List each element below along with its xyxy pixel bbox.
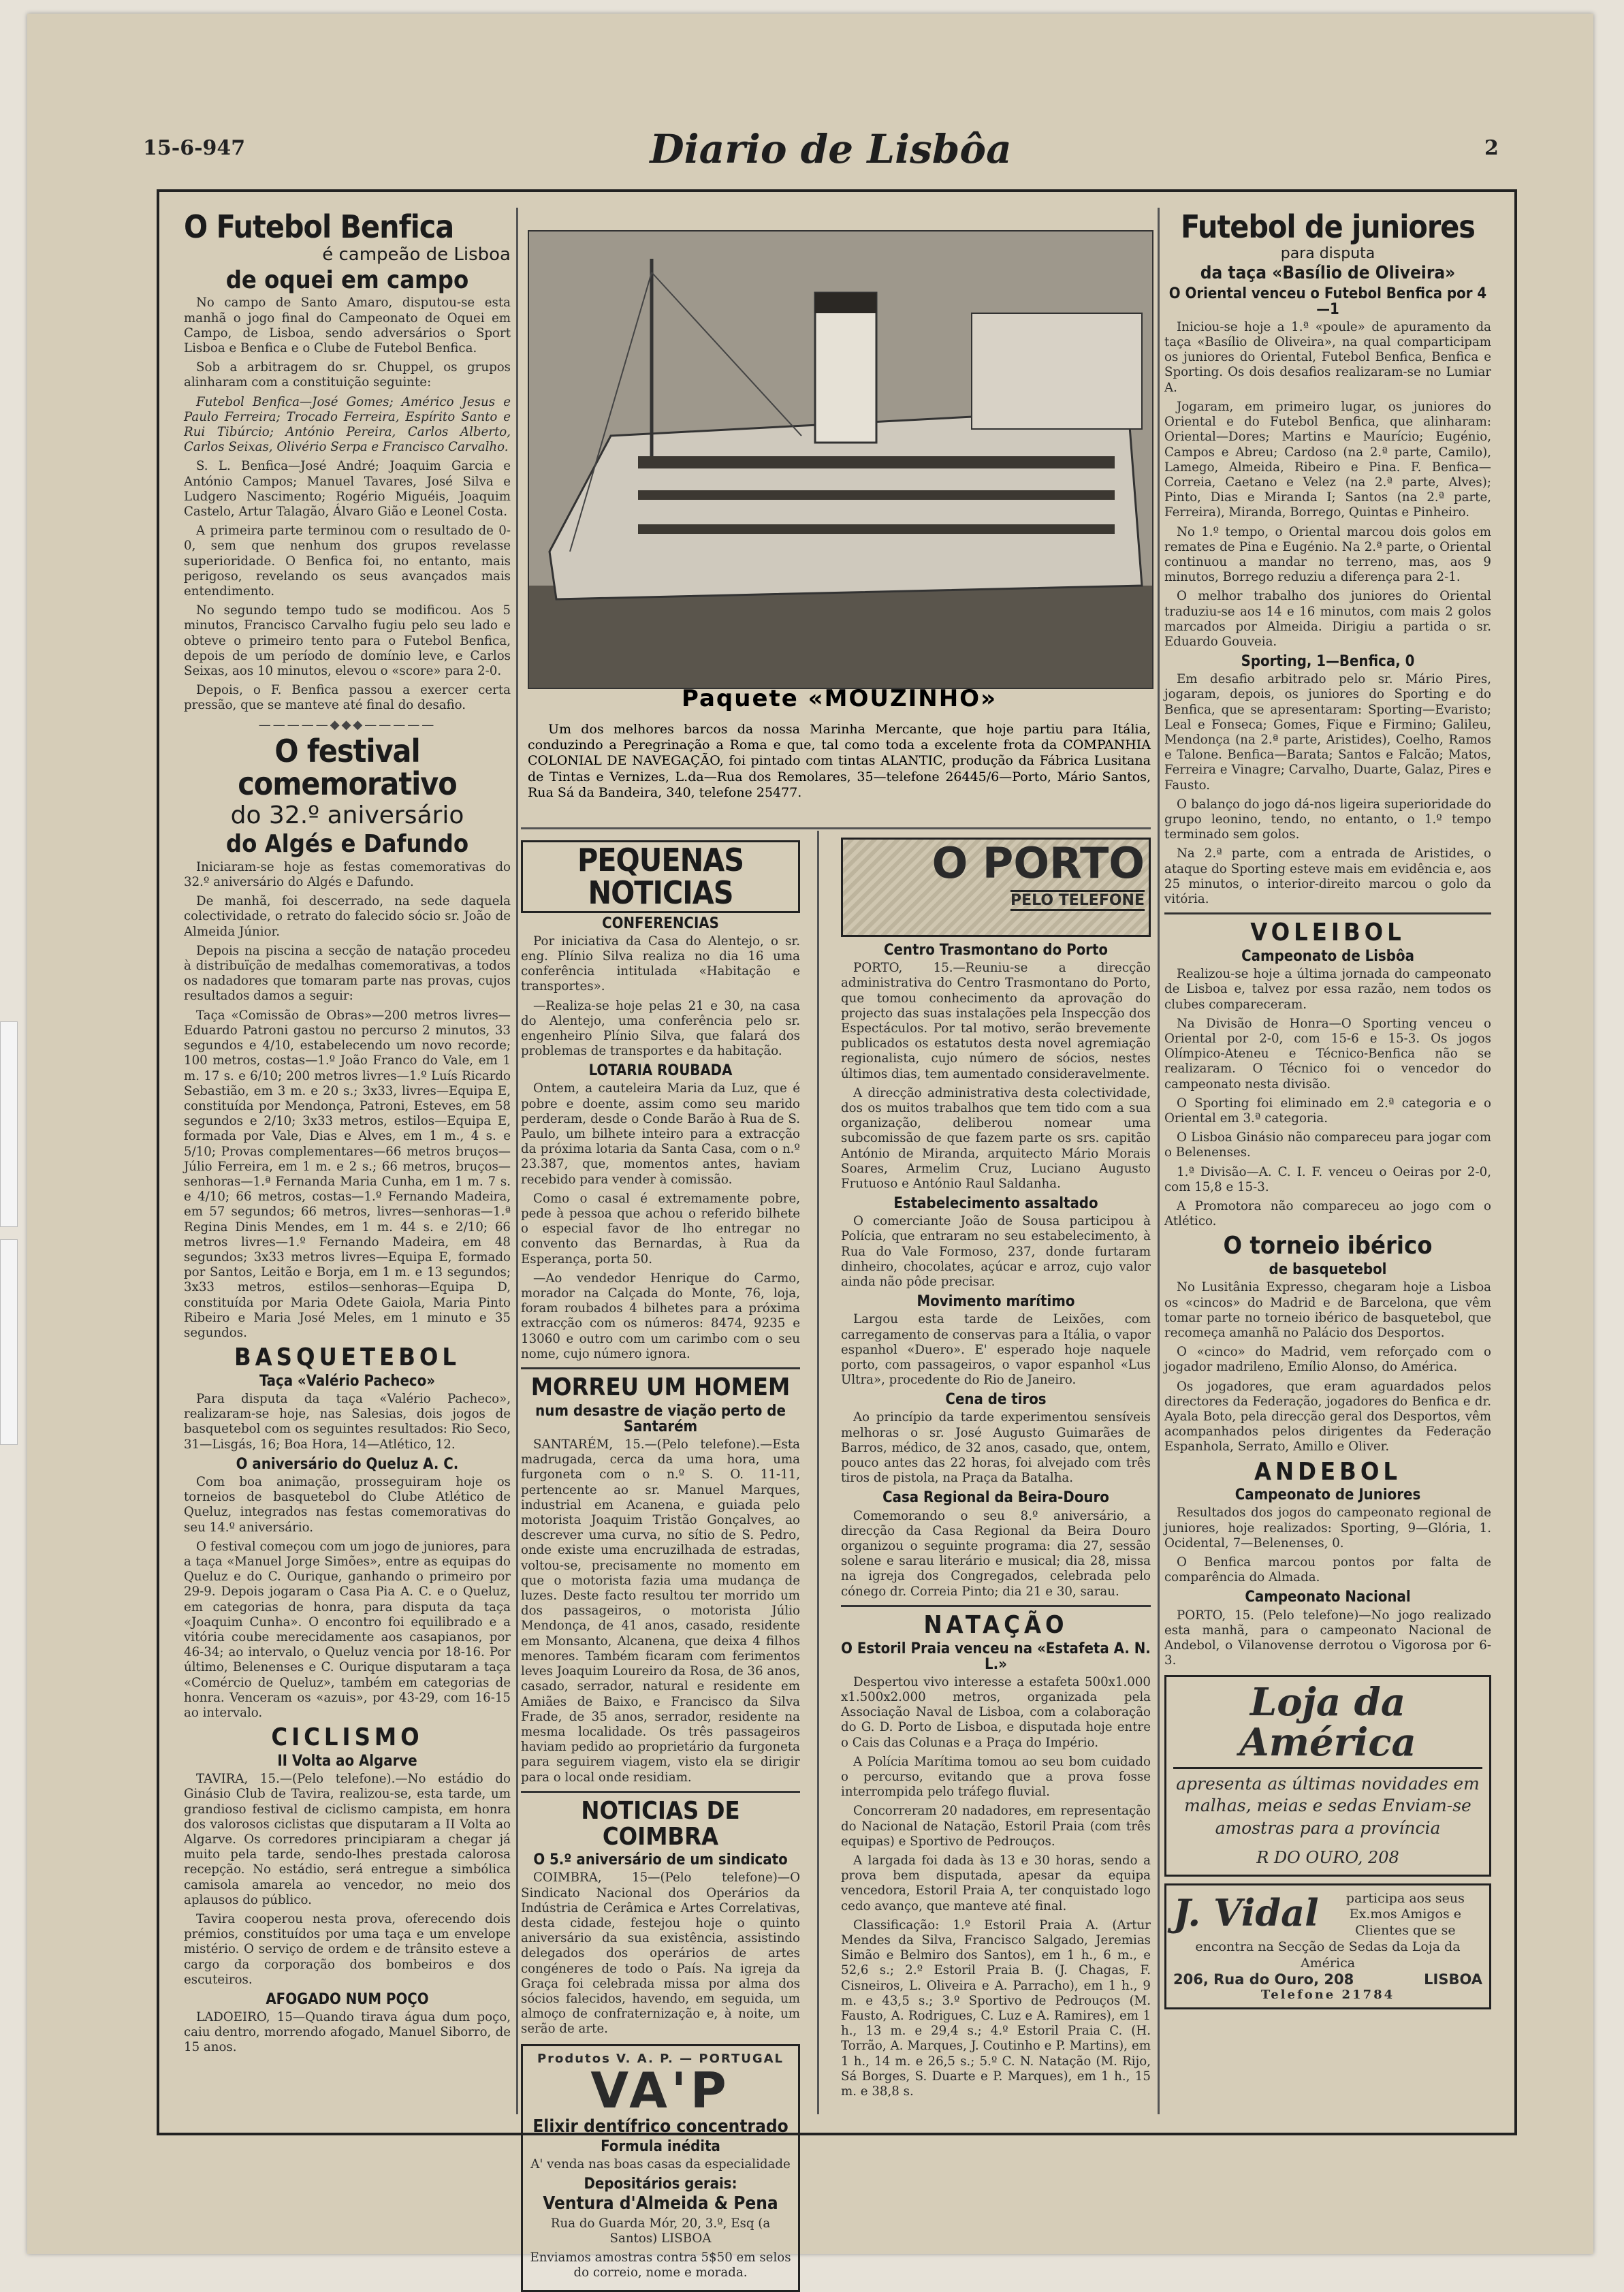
article-subtitle: de oquei em campo [225, 266, 469, 294]
article-title: O Futebol Benfica [184, 208, 454, 245]
paragraph: Na 2.ª parte, com a entrada de Aristides, o ataque do Sporting esteve mais em evidência e, aos 25 minutos, o interior-direito marcou o golo da vitória. [1164, 846, 1491, 907]
ornament-divider: —————◆◆◆————— [258, 717, 436, 732]
paragraph: No campo de Santo Amaro, disputou-se esta manhã o jogo final do Campeonato de Oquei em Campo, de Lisboa, sendo adversários o Sport Lisboa e Benfica e o Clube de Futebol Benfica. [184, 296, 511, 355]
article-title: Casa Regional da Beira-Douro [882, 1489, 1109, 1507]
ad-title: Loja da América [1239, 1680, 1416, 1766]
ad-telephone: Telefone 21784 [1260, 1988, 1395, 2003]
ad-text: participa aos seus Ex.mos Amigos e Clientes que se encontra na Secção de Sedas da Loja da América [1195, 1890, 1465, 1971]
divider [521, 1367, 800, 1369]
column-rule [1158, 208, 1160, 2114]
article-subtitle: do Algés e Dafundo [225, 830, 469, 859]
paragraph: Resultados dos jogos do campeonato regional de juniores, hoje realizados: Sporting, 9—Glória, 1. Ocidental, 7—Belenenses, 0. [1164, 1506, 1491, 1550]
column-right [1164, 208, 1491, 2114]
ad-city: LISBOA [1424, 1971, 1482, 1988]
vap-logo: VA'P [590, 2061, 731, 2119]
ship-photo [528, 230, 1153, 689]
ad-footer [1173, 1971, 1482, 1988]
photo-caption-text: Um dos melhores barcos da nossa Marinha Mercante, que hoje partiu para Itália, conduzindo a Peregrinação a Roma e que, tal como toda a excelente frota da COMPANHIA COLONIAL DE NAVEGAÇÃO, foi pintado com tintas ALANTIC, produção da Fábrica Lusitana de Tintas e Vernizes, L.da—Rua dos Remolares, 35—telefone 26445/6—Porto, Mário Santos, Rua Sá da Bandeira, 340, telefone 25477. [528, 722, 1151, 800]
article-title: CONFERENCIAS [602, 914, 719, 932]
paragraph: Realizou-se hoje a última jornada do campeonato de Lisboa e, talvez por essa razão, nem todos os clubes compareceram. [1164, 967, 1491, 1012]
paragraph: Taça «Comissão de Obras»—200 metros livres—Eduardo Patroni gastou no percurso 2 minutos, 33 segundos e 4/10, estabelecendo um novo recorde; 100 metros, costas—1.º João Franco do Vale, em 1 m. 17 s. e 6/10; 200 metros livres—1.º Luís Ricardo Sebastião, em 3 m. e 20 s.; 3x33, livres—Equipa E, constituída por Mendonça, Patroni, Esteves, em 58 segundos e 2/10; 3x33 metros, estilos—Equipa E, formada por Vale, Dias e Alves, em 1 m., 4 s. e 5/10; Provas complementares—66 metros bruços—Júlio Ferreira, em 1 m. e 2 s.; 66 metros, bruços—senhoras—1.ª Fernanda Maria Cunha, em 1 m. 7 s. e 4/10; 66 metros, costas—1.º Fernando Madeira, em 57 segundos; 66 metros, livres—senhoras—1.ª Regina Dinis Mendes, em 1 m. 44 s. e 2/10; 66 metros livres—1.º Fernando Madeira, em 48 segundos; 3x33 metros livres—Equipa E, formado por Santos, Leitão e Borja, em 1 m. e 13 segundos; 3x33 metros, estilos—senhoras—Equipa D, constituída por Maria Odete Gaiola, Maria Pinto Ribeiro e Maria José Meles, em 1 minuto e 35 segundos. [184, 1008, 511, 1340]
article-subtitle: é campeão de Lisboa [322, 244, 511, 266]
section-title: BASQUETEBOL [234, 1343, 461, 1372]
paragraph: O Lisboa Ginásio não compareceu para jogar com o Belenenses. [1164, 1130, 1491, 1160]
paragraph: Sob a arbitragem do sr. Chuppel, os grupos alinharam com a constituição seguinte: [184, 360, 511, 390]
paragraph: A Promotora não compareceu ao jogo com o Atlético. [1164, 1199, 1491, 1229]
ad-header: Produtos V. A. P. — PORTUGAL [537, 2051, 784, 2066]
paragraph: Para disputa da taça «Valério Pacheco», realizaram-se hoje, nas Salesias, dois jogos de basquetebol com os seguintes resultados: Rio Seco, 31—Lisgás, 16; Boa Hora, 14—Atlético, 12. [184, 1392, 511, 1452]
paragraph: PORTO, 15.—Reuniu-se a direcção administrativa do Centro Trasmontano do Porto, que tomou conhecimento da aprovação do projecto das suas instalações pela Inspecção dos Espectáculos. Por tal motivo, serão brevemente publicados os estatutos desta novel agremiação regionalista, cujo número de sócios, nestes últimos dias, tem aumentado consideravelmente. [841, 961, 1151, 1081]
article-subtitle: O 5.º aniversário de um sindicato [533, 1851, 788, 1869]
masthead: Diario de Lisbôa [650, 126, 1012, 172]
ruler-strip-bottom [0, 1239, 18, 1445]
article-subtitle: Campeonato de Lisbôa [1241, 948, 1414, 966]
paragraph: No Lusitânia Expresso, chegaram hoje a Lisboa os «cincos» do Madrid e de Barcelona, que vêm tomar parte no torneio ibérico de basquetebol, que recomeça amanhã no Palácio dos Desportos. [1164, 1280, 1491, 1340]
article-title: AFOGADO NUM POÇO [266, 1990, 429, 2008]
article-subtitle: O Estoril Praia venceu na «Estafeta A. N. L.» [841, 1640, 1151, 1673]
section-title: NATAÇÃO [923, 1610, 1068, 1639]
article-subtitle: do 32.º aniversário [230, 801, 464, 830]
article-title: Centro Trasmontano do Porto [883, 942, 1109, 959]
paragraph: A Polícia Marítima tomou ao seu bom cuidado o percurso, evitando que a prova fosse interrompida pelo tráfego fluvial. [841, 1754, 1151, 1800]
paragraph: Largou esta tarde de Leixões, com carregamento de conservas para a Itália, o vapor espanhol «Duero». E' esperado hoje naquele porto, com passageiros, o vapor espanhol «Lus Ultra», procedente do Rio de Janeiro. [841, 1312, 1151, 1388]
paragraph: No 1.º tempo, o Oriental marcou dois golos em remates de Pina e Eugénio. Na 2.ª parte, o Oriental continuou a mandar no terreno, mas, aos 9 minutos, Borrego reduziu a diferença para 2-1. [1164, 524, 1491, 585]
section-title: CICLISMO [271, 1723, 424, 1752]
paragraph: 1.ª Divisão—A. C. I. F. venceu o Oeiras por 2-0, com 15,8 e 15-3. [1164, 1164, 1491, 1194]
paragraph: O balanço do jogo dá-nos ligeira superioridade do grupo leonino, tendo, no entanto, o 1.º tempo terminado sem golos. [1164, 797, 1491, 842]
photo-caption-title: Paquete «MOUZINHO» [681, 685, 998, 712]
article-title: Estabelecimento assaltado [893, 1195, 1098, 1213]
horizontal-rule [521, 827, 1151, 829]
article-subtitle: num desastre de viação perto de Santarém [535, 1402, 786, 1435]
paragraph: A primeira parte terminou com o resultado de 0-0, sem que nenhum dos grupos revelasse superioridade. O Benfica foi, no entanto, mais perigoso, revelando os seus avançados mais entendimento. [184, 524, 511, 599]
newspaper-page [27, 14, 1593, 2280]
ad-line: Depositários gerais: [584, 2176, 737, 2193]
article-subtitle: Campeonato Nacional [1245, 1589, 1411, 1606]
paragraph: Como o casal é extremamente pobre, pede à pessoa que achou o referido bilhete o especial favor de lho entregar no convento das Bernardas, à Rua da Esperança, porta 50. [521, 1191, 800, 1267]
article-title: O torneio ibérico [1223, 1232, 1433, 1260]
paragraph: Os jogadores, que eram aguardados pelos directores da Federação, jogadores do Benfica e dr. Ayala Boto, pela direcção geral dos Desportos, vêm acompanhados pelos dirigentes da Federação Espanhola, Serrato, Amillo e Oliver. [1164, 1379, 1491, 1454]
paragraph: O Sporting foi eliminado em 2.ª categoria e o Oriental em 3.ª categoria. [1164, 1096, 1491, 1126]
paragraph: PORTO, 15. (Pelo telefone)—No jogo realizado esta manhã, para o campeonato Nacional de Andebol, o Vilanovense derrotou o Vigorosa por 6-3. [1164, 1608, 1491, 1668]
paragraph: Com boa animação, prosseguiram hoje os torneios de basquetebol do Clube Atlético de Queluz, integrados nas festas comemorativas do seu 14.º aniversário. [184, 1474, 511, 1535]
column-rule [817, 831, 819, 2114]
paragraph: COIMBRA, 15—(Pelo telefone)—O Sindicato Nacional dos Operários da Indústria de Cerâmica e Artes Correlativas, desta cidade, festejou hoje o quinto aniversário da sua existência, assistindo delegados dos operários de artes congéneres de todo o País. Na igreja da Graça foi celebrada missa por alma dos sócios falecidos, havendo, em seguida, um almoço de confraternização e, à noite, um serão de arte. [521, 1871, 800, 2037]
paragraph: De manhã, foi descerrado, na sede daquela colectividade, o retrato do falecido sócio sr. João de Almeida Júnior. [184, 894, 511, 939]
column-rule [516, 208, 518, 2114]
article-subtitle: para disputa [1280, 245, 1375, 263]
paragraph: Classificação: 1.º Estoril Praia A. (Artur Mendes da Silva, Francisco Salgado, Jeremias Simão e Belmiro dos Santos), em 1 h., 6 m., e 52,6 s.; 2.º Estoril Praia B. (J. Chagas, F. Cisneiros, L. Oliveira e A. Parracho), em 1 h., 9 m. e 43,5 s.; 3.º Sportivo de Pedrouços (M. Fausto, A. Rodrigues, C. Luz e A. Ramires), em 1 h., 13 m. e 29,4 s.; 4.º Estoril Praia C. (H. Torrão, A. Marques, J. Coutinho e P. Martins), em 1 h., 14 m. e 26,5 s.; 5.º C. N. Natação (M. Rijo, Sá Borges, S. Duarte e P. Marques), em 1 h., 15 m. e 38,8 s. [841, 1917, 1151, 2099]
section-title: VOLEIBOL [1250, 919, 1405, 947]
paragraph: O comerciante João de Sousa participou à Polícia, que entraram no seu estabelecimento, à Rua do Vale Formoso, 237, donde furtaram dinheiro, chocolates, açúcar e arroz, cujo valor ainda não pôde precisar. [841, 1214, 1151, 1290]
paragraph: A largada foi dada às 13 e 30 horas, sendo a prova bem disputada, apesar da equipa vencedora, Estoril Praia A, ter conquistado logo cedo avanço, que manteve até final. [841, 1853, 1151, 1913]
paragraph: No segundo tempo tudo se modificou. Aos 5 minutos, Francisco Carvalho fugiu pelo seu lado e obteve o primeiro tento para o Futebol Benfica, depois de um período de domínio leve, e Carlos Seixas, aos 10 minutos, elevou o «score» para 2-0. [184, 603, 511, 679]
paragraph: Na Divisão de Honra—O Sporting venceu o Oriental por 2-0, com 15-6 e 15-3. Os jogos Olímpico-Ateneu e Técnico-Benfica não se realizaram. O Técnico foi o vencedor do campeonato nesta divisão. [1164, 1016, 1491, 1092]
article-title: LOTARIA ROUBADA [588, 1062, 733, 1080]
article-subtitle: Campeonato de Juniores [1235, 1486, 1421, 1504]
banner-subtitle: PELO TELEFONE [1010, 890, 1145, 911]
loja-america-advertisement [1164, 1675, 1491, 1876]
ad-line: A' venda nas boas casas da especialidade [530, 2157, 791, 2172]
paragraph: Iniciou-se hoje a 1.ª «poule» de apuramento da taça «Basílio de Oliveira», na qual comparticipam os juniores do Oriental, Futebol Benfica, Benfica e Sporting. Os dois desafios realizaram-se no Lumiar A. [1164, 319, 1491, 395]
paragraph: Por iniciativa da Casa do Alentejo, o sr. eng. Plínio Silva realiza no dia 16 uma conferência intitulada «Habitação e transportes». [521, 934, 800, 994]
porto-banner [841, 838, 1151, 937]
page-number: 2 [1484, 136, 1499, 160]
paragraph: —Ao vendedor Henrique do Carmo, morador na Calçada do Monte, 76, loja, foram roubados 4 bilhetes para a próxima extracção com os números: 8474, 9235 e 13060 e outro com um carimbo com o seu nome, cujo número ignora. [521, 1271, 800, 1361]
article-title: Cena de tiros [945, 1391, 1047, 1409]
paragraph: Futebol Benfica—José Gomes; Américo Jesus e Paulo Ferreira; Trocado Ferreira, Espírito Santo e Rui Tibúrcio; António Pereira, Carlos Alberto, Carlos Seixas, Olivério Serpa e Francisco Carvalho. [184, 394, 511, 455]
paragraph: O melhor trabalho dos juniores do Oriental traduziu-se aos 14 e 16 minutos, com mais 2 golos marcados por Almeida. Dirigiu a partida o sr. Eduardo Gouveia. [1164, 589, 1491, 649]
article-title: Futebol de juniores [1181, 208, 1475, 245]
divider [521, 1791, 800, 1793]
ship-illustration-icon [529, 232, 1152, 688]
ad-line: Formula inédita [601, 2137, 720, 2155]
paragraph: Depois, o F. Benfica passou a exercer certa pressão, que se manteve até final do desafio. [184, 683, 511, 713]
paragraph: —Realiza-se hoje pelas 21 e 30, na casa do Alentejo, uma conferência pelo sr. engenheiro Plínio Silva, que falará dos problemas de transportes e da habitação. [521, 998, 800, 1059]
paragraph: Depois na piscina a secção de natação procedeu à distribuïção de medalhas comemorativas, a todos os nadadores que tomaram parte nas provas, cujos resultados damos a seguir: [184, 943, 511, 1004]
column-middle-right [841, 838, 1151, 2118]
article-subtitle: O Oriental venceu o Futebol Benfica por 4—1 [1168, 285, 1487, 318]
page-date: 15-6-947 [143, 136, 246, 160]
paragraph: O festival começou com um jogo de juniores, para a taça «Manuel Jorge Simões», entre as equipas do Queluz e do C. Ourique, ganhando o primeiro por 29-9. Depois jogaram o Casa Pia A. C. e o Queluz, em categorias de honra, para disputa da taça «Joaquim Cunha». O encontro foi equilibrado e a vitória coube merecidamente aos casapianos, por 46-34; ao intervalo, o Queluz vencia por 18-16. Por último, Belenenses e C. Ourique disputaram a taça «Comércio de Queluz», também em categorias de honra. Venceram os «azuis», por 43-29, com 16-15 ao intervalo. [184, 1539, 511, 1720]
paragraph: Em desafio arbitrado pelo sr. Mário Pires, jogaram, depois, os juniores do Sporting e do Benfica, que se apresentaram: Sporting—Evaristo; Leal e Fonseca; Gomes, Fique e Firmino; Galileu, Mendonça (na 2.ª parte, Aristides), Coelho, Ramos e Talone. Benfica—Barata; Santos e Falcão; Matos, Ferreira e Vinagre; Carvalho, Duarte, Galaz, Pires e Fausto. [1164, 672, 1491, 793]
vidal-advertisement [1164, 1883, 1491, 2010]
paragraph: A direcção administrativa desta colectividade, dos os muitos trabalhos que tem tido com a sua organização, deliberou nomear uma subcomissão de que fazem parte os srs. capitão António de Miranda, arquitecto Mário Morais Soares, Armelim Cruz, Luciano Augusto Frutuoso e António Raul Saldanha. [841, 1085, 1151, 1191]
paragraph: Tavira cooperou nesta prova, oferecendo dois prémios, constituídos por uma taça e um envelope mistério. O serviço de ordem e de trânsito esteve a cargo da corporação dos bombeiros e dos escuteiros. [184, 1911, 511, 1987]
article-subtitle: II Volta ao Algarve [277, 1753, 417, 1770]
paragraph: O Benfica marcou pontos por falta de comparência do Almada. [1164, 1555, 1491, 1585]
vap-advertisement [521, 2044, 800, 2292]
article-subtitle: da taça «Basílio de Oliveira» [1200, 263, 1456, 284]
article-title: O festival comemorativo [238, 732, 457, 802]
section-title: PEQUENAS NOTICIAS [521, 840, 800, 913]
paragraph: Ao princípio da tarde experimentou sensíveis melhoras o sr. José Augusto Guimarães de Barros, médico, de 32 anos, casado, que, ontem, pouco antes das 22 horas, foi alvejado com três tiros de pistola, na Praça da Batalha. [841, 1410, 1151, 1486]
paragraph: S. L. Benfica—José André; Joaquim Garcia e António Campos; Manuel Tavares, José Silva e Ludgero Nascimento; Rogério Miguéis, Joaquim Castelo, Artur Talagão, Álvaro Gião e Leonel Costa. [184, 459, 511, 520]
article-subtitle: de basquetebol [1269, 1261, 1387, 1279]
section-title: ANDEBOL [1254, 1457, 1402, 1486]
ad-text: apresenta as últimas novidades em malhas, meias e sedas Enviam-se amostras para a província [1173, 1767, 1482, 1840]
paragraph: SANTARÉM, 15.—(Pelo telefone).—Esta madrugada, cerca da uma hora, uma furgoneta com o n.º S. O. 11-11, pertencente ao sr. Manuel Marques, industrial em Acanena, e guiada pelo motorista Joaquim Tristão Gonçalves, ao descrever uma curva, no sítio de S. Pedro, onde existe uma encruzilhada de estradas, voltou-se, precisamente no momento em que o motorista fazia uma mudança de luzes. Deste facto resultou ter morrido um dos passageiros, o motorista Júlio Mendonça, de 41 anos, casado, residente em Monsanto, Alcanena, que deixa 4 filhos menores. Também ficaram com ferimentos leves Joaquim Loureiro da Rosa, de 36 anos, casado, serrador, natural e residente em Amiães de Baixo, e Francisco da Silva Frade, de 35 anos, serrador, residente na mesma localidade. Os três passageiros haviam pedido ao proprietário da furgoneta para seguirem viagem, visto ela se dirigir para o local onde residiam. [521, 1437, 800, 1785]
paragraph: O «cinco» do Madrid, vem reforçado com o jogador madrileno, Emílio Alonso, do América. [1164, 1345, 1491, 1375]
paragraph: Despertou vivo interesse a estafeta 500x1.000 x1.500x2.000 metros, organizada pela Associação Naval de Lisboa, com a colaboração do G. D. Porto de Lisboa, e disputada hoje entre o Cais das Colunas e a Praça do Império. [841, 1674, 1151, 1750]
ad-address: R DO OURO, 208 [1256, 1848, 1399, 1868]
article-subtitle: Sporting, 1—Benfica, 0 [1241, 653, 1415, 671]
banner-title: O PORTO [932, 838, 1145, 888]
paragraph: Iniciaram-se hoje as festas comemorativas do 32.º aniversário do Algés e Dafundo. [184, 859, 511, 890]
article-title: MORREU UM HOMEM [530, 1373, 791, 1402]
article-subtitle: O aniversário do Queluz A. C. [236, 1455, 459, 1473]
column-middle-left [521, 838, 800, 2280]
ad-title: J. Vidal [1173, 1890, 1319, 1935]
ruler-strip-top [0, 1021, 18, 1227]
paragraph: Comemorando o seu 8.º aniversário, a direcção da Casa Regional da Beira Douro organizou o seguinte programa: dia 27, sessão solene e sarau literário e musical; dia 28, missa na igreja dos Congregados, celebrada pelo cónego dr. Correia Pinto; dia 21 e 30, sarau. [841, 1508, 1151, 1599]
ad-line: Rua do Guarda Mór, 20, 3.º, Esq (a Santos) LISBOA [550, 2216, 771, 2246]
article-title: NOTICIAS DE COIMBRA [581, 1796, 740, 1851]
article-subtitle: Taça «Valério Pacheco» [259, 1372, 436, 1390]
ad-line: Enviamos amostras contra 5$50 em selos do correio, nome e morada. [530, 2250, 791, 2280]
column-left [184, 208, 511, 2114]
divider [841, 1605, 1151, 1607]
paragraph: Ontem, a cauteleira Maria da Luz, que é pobre e doente, assim como seu marido perderam, desde o Conde Barão à Rua de S. Paulo, um bilhete inteiro para a extracção da próxima lotaria da Santa Casa, com o n.º 23.387, que, momentos antes, haviam recebido para vender à comissão. [521, 1081, 800, 1187]
ad-line: Elixir dentífrico concentrado [532, 2116, 789, 2137]
paragraph: Concorreram 20 nadadores, em representação do Nacional de Natação, Estoril Praia (com três equipas) e Sportivo de Pedrouços. [841, 1804, 1151, 1849]
paragraph: LADOEIRO, 15—Quando tirava água dum poço, caiu dentro, morrendo afogado, Manuel Siborro, de 15 anos. [184, 2010, 511, 2055]
ad-line: Ventura d'Almeida & Pena [543, 2193, 778, 2214]
paragraph: Jogaram, em primeiro lugar, os juniores do Oriental e do Futebol Benfica, que alinharam: Oriental—Dores; Martins e Maurício; Eugénio, Campos e Abreu; Cardoso (na 2.ª parte, Camilo), Lamego, Almeida, Ribeiro e Pina. F. Benfica—Correia, Caetano e Velez (na 2.ª parte, Alves); Pinto, Dias e Miranda I; Santos (na 2.ª parte, Ferreira), Miranda, Borrego, Quintas e Pinheiro. [1164, 399, 1491, 520]
article-title: Movimento marítimo [917, 1293, 1075, 1311]
ad-address: 206, Rua do Ouro, 208 [1173, 1971, 1354, 1988]
paragraph: TAVIRA, 15.—(Pelo telefone).—No estádio do Ginásio Club de Tavira, realizou-se, esta tarde, um grandioso festival de ciclismo campista, em honra dos valorosos ciclistas que disputaram a II Volta ao Algarve. Os corredores principiaram a chegar já muito pela tarde, sendo-lhes prestada calorosa recepção. No estádio, será entregue a simbólica camisola amarela ao vencedor, no meio dos aplausos do público. [184, 1772, 511, 1907]
divider [1164, 912, 1491, 914]
